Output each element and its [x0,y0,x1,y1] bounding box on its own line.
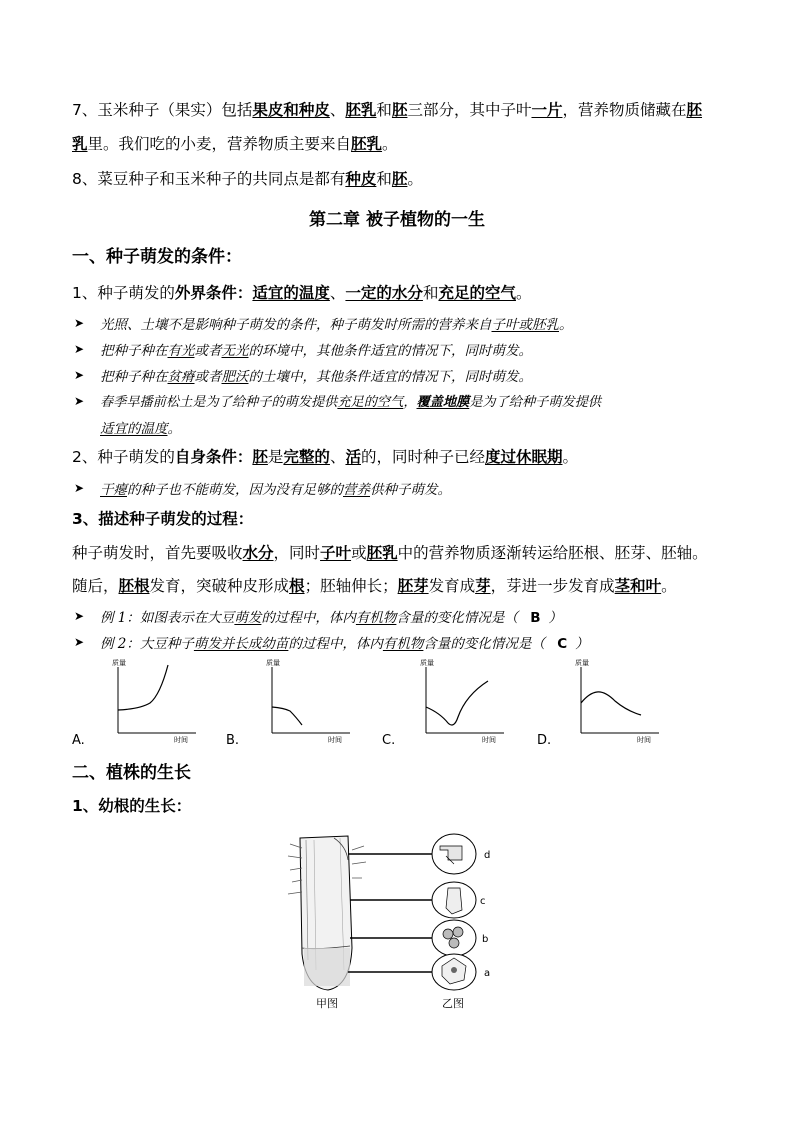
label-a: a [484,968,491,979]
germination-process-line1: 种子萌发时，首先要吸收水分，同时子叶或胚乳中的营养物质逐渐转运给胚根、胚芽、胚轴。 [72,544,708,562]
chart-d-ylabel: 质量 [575,659,589,667]
chart-b-option: B. [226,733,240,748]
bullet-1: 光照、土壤不是影响种子萌发的条件，种子萌发时所需的营养来自子叶或胚乳。 [100,317,573,333]
chart-a-xlabel: 时间 [174,736,188,743]
internal-conditions: 2、种子萌发的自身条件：胚是完整的、活的，同时种子已经度过休眠期。 [72,448,579,466]
item-8: 8、菜豆种子和玉米种子的共同点是都有种皮和胚。 [72,170,423,188]
section-1-title: 一、种子萌发的条件： [72,247,242,267]
chapter-title: 第二章 被子植物的一生 [309,210,485,230]
bullet-arrow-icon: ➤ [74,368,85,382]
chart-b-ylabel: 质量 [266,659,280,667]
example-2: 例 2：大豆种子萌发并长成幼苗的过程中，体内有机物含量的变化情况是（ C ） [100,636,589,652]
external-conditions: 1、种子萌发的外界条件：适宜的温度、一定的水分和充足的空气。 [72,284,532,302]
chart-c [420,655,510,743]
bullet-arrow-icon: ➤ [74,316,85,330]
chart-a-option: A. [72,733,85,748]
chart-c-xlabel: 时间 [482,736,496,743]
bullet-arrow-icon: ➤ [74,635,85,649]
bullet-5: 干瘪的种子也不能萌发，因为没有足够的营养供种子萌发。 [100,482,451,498]
item-7-line2: 乳里。我们吃的小麦，营养物质主要来自胚乳。 [72,135,398,153]
chart-d-curve [581,692,641,715]
bullet-arrow-icon: ➤ [74,481,85,495]
chart-b [266,655,356,743]
chart-c-curve [426,681,488,725]
chart-b-xlabel: 时间 [328,736,342,743]
chart-b-curve [272,707,302,725]
bullet-3: 把种子种在贫瘠或者肥沃的土壤中，其他条件适宜的情况下，同时萌发。 [100,369,532,385]
label-yi: 乙图 [442,997,464,1010]
bullet-arrow-icon: ➤ [74,609,85,623]
chart-a [112,655,202,743]
chart-d-option: D. [537,733,552,748]
germination-process-line2: 随后，胚根发育，突破种皮形成根；胚轴伸长；胚芽发育成芽，芽进一步发育成茎和叶。 [72,577,677,595]
label-jia: 甲图 [316,997,338,1010]
label-b: b [482,934,489,945]
label-c: c [480,896,486,907]
bullet-arrow-icon: ➤ [74,342,85,356]
chart-c-option: C. [382,733,396,748]
chart-d-xlabel: 时间 [637,736,651,743]
chart-a-ylabel: 质量 [112,659,126,667]
germination-process-title: 3、描述种子萌发的过程： [72,510,254,528]
bullet-4-line2: 适宜的温度。 [100,421,181,437]
section-2-sub1: 1、幼根的生长： [72,797,192,815]
chart-c-ylabel: 质量 [420,659,434,667]
chart-a-curve [118,665,168,710]
chart-d [575,655,665,743]
bullet-4-line1: 春季早播前松土是为了给种子的萌发提供充足的空气，覆盖地膜是为了给种子萌发提供 [100,395,602,410]
bullet-2: 把种子种在有光或者无光的环境中，其他条件适宜的情况下，同时萌发。 [100,343,532,359]
item-7-line1: 7、玉米种子（果实）包括果皮和种皮、胚乳和胚三部分，其中子叶一片，营养物质储藏在胚 [72,101,703,119]
example-2-answer: C [557,636,568,652]
label-d: d [484,850,491,861]
example-1: 例 1：如图表示在大豆萌发的过程中，体内有机物含量的变化情况是（ B ） [100,610,562,626]
root-body [288,836,366,990]
bullet-arrow-icon: ➤ [74,394,85,408]
root-tip-figure [286,830,506,1012]
section-2-title: 二、植株的生长 [72,763,191,783]
example-1-answer: B [530,610,541,626]
